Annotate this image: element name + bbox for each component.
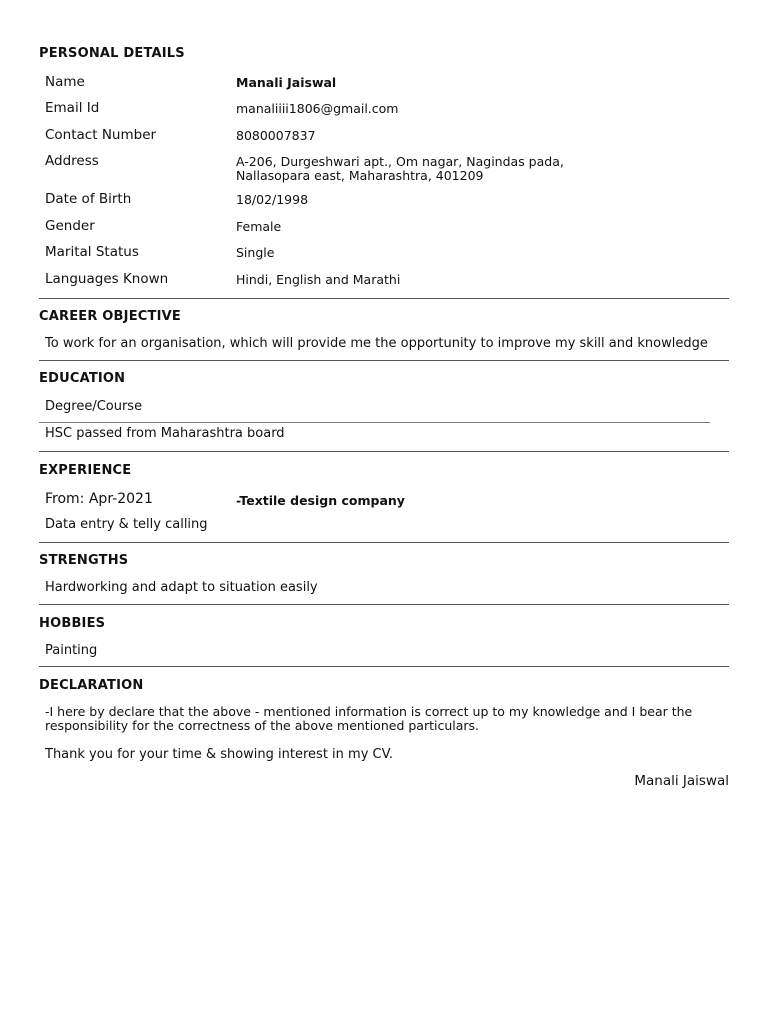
languages-value: Hindi, English and Marathi [236, 272, 401, 287]
career-objective-heading: CAREER OBJECTIVE [39, 309, 181, 324]
personal-details-heading: PERSONAL DETAILS [39, 46, 185, 61]
strengths-heading: STRENGTHS [39, 553, 129, 568]
education-heading: EDUCATION [39, 371, 126, 386]
contact-value: 8080007837 [236, 128, 316, 143]
email-label: Email Id [45, 100, 100, 116]
signature-name: Manali Jaiswal [634, 773, 729, 789]
divider [39, 666, 729, 667]
name-label: Name [45, 74, 85, 90]
education-row: HSC passed from Maharashtra board [45, 426, 285, 441]
career-objective-text: To work for an organisation, which will provide me the opportunity to improve my skill and knowledge [45, 336, 708, 351]
contact-label: Contact Number [45, 127, 157, 143]
address-value-line1: A-206, Durgeshwari apt., Om nagar, Nagindas pada, [236, 154, 564, 169]
divider [39, 451, 729, 452]
declaration-text: -I here by declare that the above - mentioned information is correct up to my knowledge and I bear the responsibility for the correctness of the above mentioned particulars. [45, 704, 693, 733]
experience-from-date: From: Apr-2021 [45, 491, 153, 507]
gender-value: Female [236, 219, 282, 234]
education-table-divider [39, 422, 710, 423]
address-label: Address [45, 153, 99, 169]
email-value: manaliiii1806@gmail.com [236, 101, 399, 116]
divider [39, 360, 729, 361]
experience-heading: EXPERIENCE [39, 463, 132, 478]
languages-label: Languages Known [45, 271, 169, 287]
address-value-line2: Nallasopara east, Maharashtra, 401209 [236, 168, 484, 183]
gender-label: Gender [45, 218, 95, 234]
declaration-heading: DECLARATION [39, 678, 144, 693]
education-column-header: Degree/Course [45, 399, 143, 414]
divider [39, 542, 729, 543]
divider [39, 298, 729, 299]
marital-status-label: Marital Status [45, 244, 139, 260]
strengths-text: Hardworking and adapt to situation easily [45, 580, 318, 595]
experience-company: -Textile design company [236, 493, 405, 508]
divider [39, 604, 729, 605]
hobbies-text: Painting [45, 643, 98, 658]
marital-status-value: Single [236, 245, 275, 260]
declaration-thanks: Thank you for your time & showing interest in my CV. [45, 747, 393, 762]
hobbies-heading: HOBBIES [39, 616, 106, 631]
name-value: Manali Jaiswal [236, 75, 337, 90]
experience-role: Data entry & telly calling [45, 517, 208, 532]
dob-value: 18/02/1998 [236, 192, 309, 207]
dob-label: Date of Birth [45, 191, 132, 207]
